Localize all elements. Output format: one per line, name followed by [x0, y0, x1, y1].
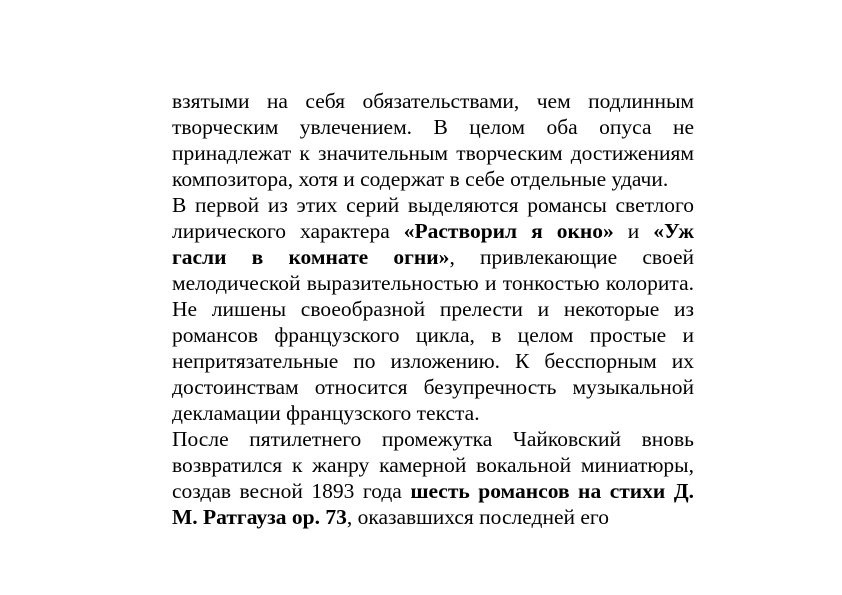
opus-73-title: шесть романсов на стихи Д. М. Ратгауза ор. 73 [172, 479, 694, 529]
paragraph-3 [172, 426, 694, 530]
romance-title-uzh-gasli: «Уж гасли в комнате огни» [172, 219, 695, 269]
text-run: взятыми на себя обязательствами, чем подлинным творческим увлечением. В целом оба опуса не принадлежат к значительным творческим достижениям композитора, хотя и содержат в себе отдельные удачи. [172, 89, 694, 191]
paragraph-1 [172, 88, 694, 192]
paragraph-2 [172, 192, 694, 426]
body-text [172, 88, 694, 530]
text-run: После пятилетнего промежутка Чайковский вновь возвратился к жанру камерной вокальной миниатюры, создав весной 1893 года [172, 427, 694, 503]
romance-title-rastvoril: «Растворил я окно» [403, 219, 614, 243]
text-run: , привлекающие своей мелодической выразительностью и тонкостью колорита. Не лишены своеобразной прелести и некоторые из романсов французского цикла, в целом простые и непритязательные по изложению. К бесспорным их достоинствам относится безупречность музыкальной декламации французского текста. [172, 245, 694, 425]
text-run: В первой из этих серий выделяются романсы светлого лирического характера [172, 193, 694, 243]
text-run: , оказавшихся последней его [346, 505, 609, 529]
text-run: и [613, 219, 654, 243]
